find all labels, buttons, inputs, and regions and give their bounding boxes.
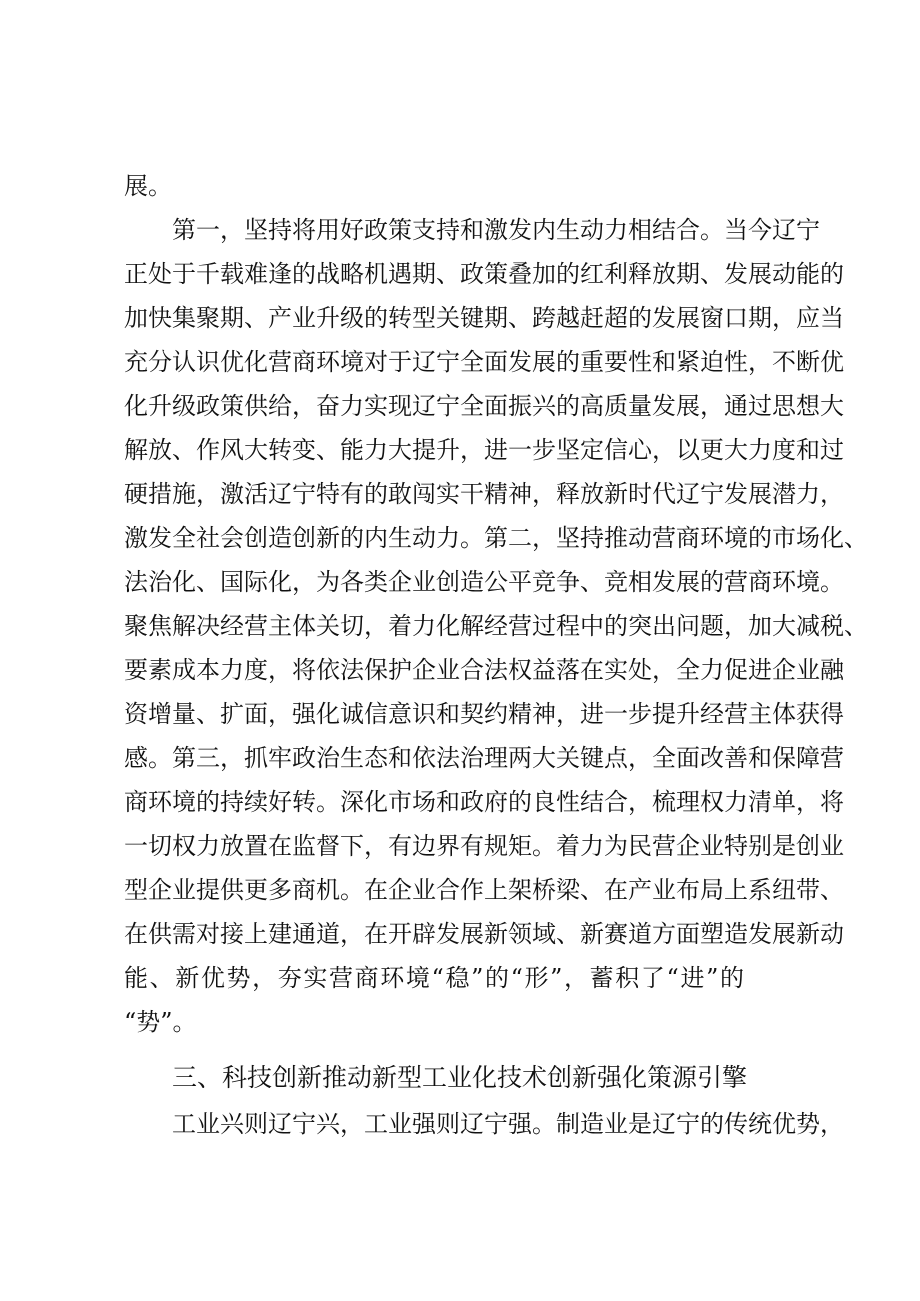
paragraph-line: 化升级政策供给，奋力实现辽宁全面振兴的高质量发展，通过思想大 bbox=[124, 392, 844, 420]
paragraph-line: 解放、作风大转变、能力大提升，进一步坚定信心，以更大力度和过 bbox=[124, 436, 844, 464]
paragraph-line: 第一，坚持将用好政策支持和激发内生动力相结合。当今辽宁 bbox=[172, 216, 820, 244]
paragraph-line: 能、新优势，夯实营商环境“稳”的“形”，蓄积了“进”的 bbox=[124, 964, 744, 992]
paragraph-line: 一切权力放置在监督下，有边界有规矩。着力为民营企业特别是创业 bbox=[124, 832, 844, 860]
section-heading: 三、科技创新推动新型工业化技术创新强化策源引擎 bbox=[172, 1063, 748, 1092]
paragraph-line: 加快集聚期、产业升级的转型关键期、跨越赶超的发展窗口期，应当 bbox=[124, 304, 844, 332]
paragraph-line: 法治化、国际化，为各类企业创造公平竞争、竞相发展的营商环境。 bbox=[124, 568, 844, 596]
paragraph-line: 充分认识优化营商环境对于辽宁全面发展的重要性和紧迫性，不断优 bbox=[124, 348, 844, 376]
paragraph-line: 工业兴则辽宁兴，工业强则辽宁强。制造业是辽宁的传统优势， bbox=[172, 1110, 844, 1138]
paragraph-line: 要素成本力度，将依法保护企业合法权益落在实处，全力促进企业融 bbox=[124, 656, 844, 684]
paragraph-line: 聚焦解决经营主体关切，着力化解经营过程中的突出问题，加大减税、 bbox=[124, 612, 868, 640]
paragraph-line: 型企业提供更多商机。在企业合作上架桥梁、在产业布局上系纽带、 bbox=[124, 876, 844, 904]
paragraph-line: 正处于千载难逢的战略机遇期、政策叠加的红利释放期、发展动能的 bbox=[124, 260, 844, 288]
paragraph-line: 展。 bbox=[124, 172, 172, 200]
paragraph-line: 感。第三，抓牢政治生态和依法治理两大关键点，全面改善和保障营 bbox=[124, 744, 844, 772]
paragraph-line: 资增量、扩面，强化诚信意识和契约精神，进一步提升经营主体获得 bbox=[124, 700, 844, 728]
paragraph-line: “势”。 bbox=[124, 1008, 197, 1036]
paragraph-line: 硬措施，激活辽宁特有的敢闯实干精神，释放新时代辽宁发展潜力， bbox=[124, 480, 844, 508]
paragraph-line: 激发全社会创造创新的内生动力。第二，坚持推动营商环境的市场化、 bbox=[124, 524, 868, 552]
paragraph-line: 商环境的持续好转。深化市场和政府的良性结合，梳理权力清单，将 bbox=[124, 788, 844, 816]
paragraph-line: 在供需对接上建通道，在开辟发展新领域、新赛道方面塑造发展新动 bbox=[124, 920, 844, 948]
